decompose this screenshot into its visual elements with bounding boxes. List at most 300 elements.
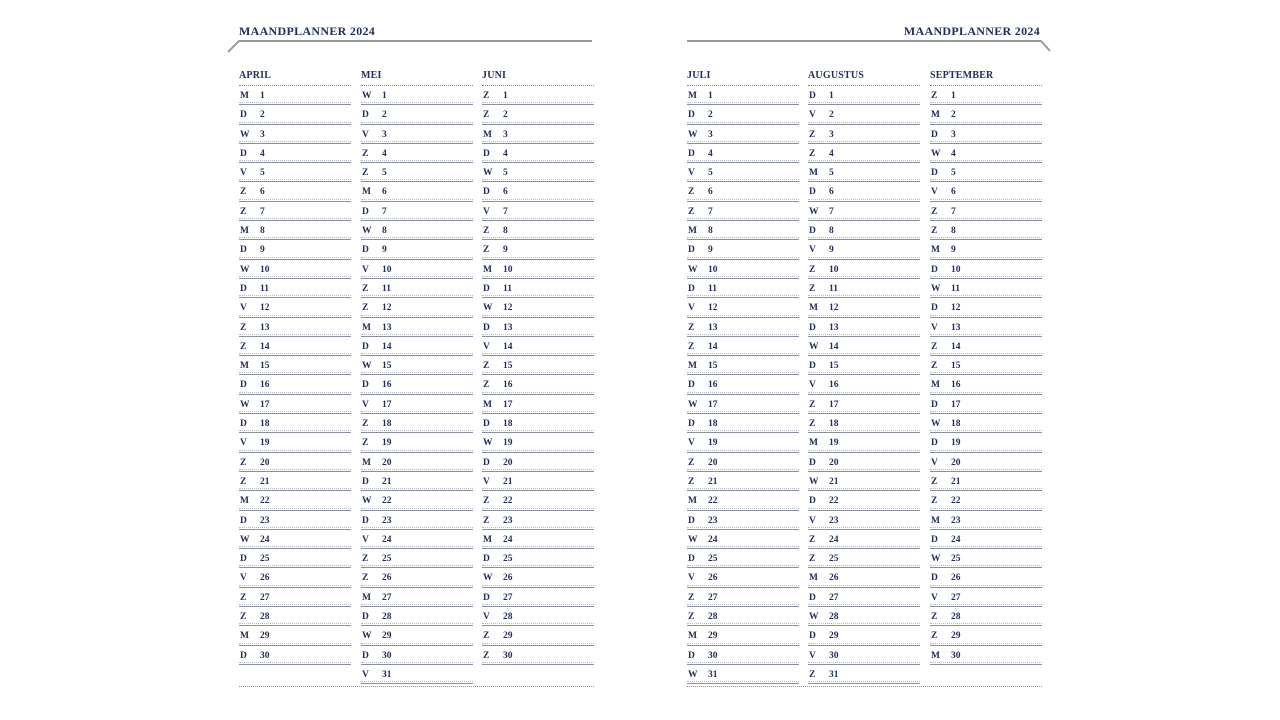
- day-number: 7: [503, 206, 508, 217]
- day-row: [239, 395, 351, 414]
- day-row: [930, 433, 1042, 452]
- weekday-letter: V: [931, 322, 938, 333]
- weekday-letter: D: [931, 129, 938, 140]
- day-row: [482, 298, 594, 317]
- day-row: [808, 318, 920, 337]
- day-number: 5: [708, 168, 713, 179]
- day-row: [808, 202, 920, 221]
- day-number: 17: [260, 399, 270, 410]
- day-number: 16: [708, 380, 718, 391]
- weekday-letter: V: [809, 515, 816, 526]
- day-row: [930, 86, 1042, 105]
- day-number: 25: [951, 554, 961, 565]
- weekday-letter: V: [809, 110, 816, 121]
- day-number: 10: [503, 264, 513, 275]
- weekday-letter: Z: [688, 322, 695, 333]
- weekday-letter: V: [483, 476, 490, 487]
- day-row: [687, 356, 799, 375]
- day-row: [808, 279, 920, 298]
- day-row: [930, 356, 1042, 375]
- weekday-letter: Z: [809, 148, 816, 159]
- weekday-letter: D: [483, 283, 490, 294]
- day-number: 9: [260, 245, 265, 256]
- day-number: 4: [829, 148, 834, 159]
- day-number: 30: [829, 650, 839, 661]
- day-row: [808, 491, 920, 510]
- weekday-letter: Z: [688, 612, 695, 623]
- day-number: 19: [951, 438, 961, 449]
- weekday-letter: M: [809, 303, 818, 314]
- day-row: [808, 395, 920, 414]
- day-number: 13: [503, 322, 513, 333]
- weekday-letter: D: [362, 650, 369, 661]
- day-number: 8: [503, 226, 508, 237]
- day-list: [361, 86, 473, 684]
- day-number: 13: [382, 322, 392, 333]
- day-number: 4: [503, 148, 508, 159]
- weekday-letter: W: [362, 226, 372, 237]
- day-row: [361, 298, 473, 317]
- day-number: 2: [829, 110, 834, 121]
- day-row: [930, 472, 1042, 491]
- weekday-letter: V: [483, 612, 490, 623]
- day-row: [361, 337, 473, 356]
- weekday-letter: Z: [931, 361, 938, 372]
- day-row: [808, 549, 920, 568]
- day-number: 11: [951, 283, 960, 294]
- day-row: [482, 607, 594, 626]
- weekday-letter: Z: [240, 341, 247, 352]
- day-number: 7: [951, 206, 956, 217]
- day-row: [930, 202, 1042, 221]
- day-number: 1: [382, 91, 387, 101]
- day-row: [361, 279, 473, 298]
- day-number: 5: [382, 168, 387, 179]
- day-number: 16: [260, 380, 270, 391]
- day-row: [239, 375, 351, 394]
- day-number: 14: [829, 341, 839, 352]
- day-number: 9: [382, 245, 387, 256]
- weekday-letter: Z: [362, 573, 369, 584]
- day-number: 26: [829, 573, 839, 584]
- month-column-mei: [361, 70, 473, 684]
- day-row: [239, 221, 351, 240]
- weekday-letter: Z: [483, 226, 490, 237]
- day-number: 19: [382, 438, 392, 449]
- month-name: SEPTEMBER: [930, 70, 1042, 86]
- day-row: [808, 530, 920, 549]
- day-number: 28: [382, 612, 392, 623]
- day-number: 5: [951, 168, 956, 179]
- weekday-letter: D: [809, 322, 816, 333]
- weekday-letter: Z: [362, 168, 369, 179]
- weekday-letter: M: [483, 534, 492, 545]
- day-number: 20: [829, 457, 839, 468]
- day-row: [239, 511, 351, 530]
- day-number: 8: [829, 226, 834, 237]
- weekday-letter: M: [931, 110, 940, 121]
- weekday-letter: V: [688, 303, 695, 314]
- day-number: 10: [708, 264, 718, 275]
- day-row: [808, 337, 920, 356]
- weekday-letter: D: [688, 650, 695, 661]
- day-row: [930, 568, 1042, 587]
- bottom-rule: [239, 686, 594, 687]
- day-number: 28: [829, 612, 839, 623]
- weekday-letter: W: [240, 399, 250, 410]
- day-row: [930, 163, 1042, 182]
- weekday-letter: Z: [240, 476, 247, 487]
- weekday-letter: V: [931, 592, 938, 603]
- day-row: [687, 318, 799, 337]
- day-number: 1: [260, 91, 265, 101]
- weekday-letter: Z: [809, 534, 816, 545]
- weekday-letter: M: [240, 361, 249, 372]
- day-row: [482, 568, 594, 587]
- day-row: [239, 433, 351, 452]
- day-number: 12: [951, 303, 961, 314]
- weekday-letter: M: [362, 457, 371, 468]
- day-row: [930, 240, 1042, 259]
- day-row: [361, 530, 473, 549]
- weekday-letter: V: [688, 438, 695, 449]
- day-row: [239, 530, 351, 549]
- day-number: 25: [708, 554, 718, 565]
- weekday-letter: V: [688, 168, 695, 179]
- weekday-letter: D: [483, 419, 490, 430]
- weekday-letter: W: [240, 129, 250, 140]
- day-row: [482, 433, 594, 452]
- weekday-letter: Z: [483, 650, 490, 661]
- day-number: 2: [708, 110, 713, 121]
- weekday-letter: V: [809, 245, 816, 256]
- month-column-september: [930, 70, 1042, 665]
- weekday-letter: D: [483, 322, 490, 333]
- day-row: [361, 105, 473, 124]
- day-row: [361, 202, 473, 221]
- day-number: 14: [708, 341, 718, 352]
- day-row: [239, 125, 351, 144]
- day-row: [482, 395, 594, 414]
- weekday-letter: V: [362, 129, 369, 140]
- day-row: [808, 125, 920, 144]
- day-row: [482, 472, 594, 491]
- day-number: 26: [708, 573, 718, 584]
- day-row: [687, 375, 799, 394]
- weekday-letter: M: [931, 515, 940, 526]
- day-number: 30: [382, 650, 392, 661]
- day-number: 22: [829, 496, 839, 507]
- day-number: 12: [382, 303, 392, 314]
- day-row: [482, 626, 594, 645]
- day-row: [808, 240, 920, 259]
- day-row: [482, 491, 594, 510]
- weekday-letter: Z: [809, 283, 816, 294]
- weekday-letter: Z: [483, 361, 490, 372]
- day-row: [361, 646, 473, 665]
- day-row: [687, 665, 799, 684]
- day-row: [239, 182, 351, 201]
- day-row: [361, 607, 473, 626]
- day-number: 6: [260, 187, 265, 198]
- day-number: 23: [503, 515, 513, 526]
- day-row: [930, 607, 1042, 626]
- day-number: 19: [260, 438, 270, 449]
- weekday-letter: D: [931, 534, 938, 545]
- weekday-letter: V: [240, 438, 247, 449]
- weekday-letter: W: [688, 534, 698, 545]
- day-number: 23: [260, 515, 270, 526]
- day-row: [239, 491, 351, 510]
- day-number: 18: [382, 419, 392, 430]
- weekday-letter: V: [362, 399, 369, 410]
- day-number: 21: [951, 476, 961, 487]
- right-page: [684, 0, 1054, 720]
- day-number: 6: [382, 187, 387, 198]
- day-row: [482, 144, 594, 163]
- day-row: [687, 607, 799, 626]
- day-row: [361, 414, 473, 433]
- weekday-letter: M: [240, 226, 249, 237]
- day-row: [239, 646, 351, 665]
- day-number: 6: [708, 187, 713, 198]
- weekday-letter: D: [809, 91, 816, 101]
- day-number: 19: [503, 438, 513, 449]
- month-column-juli: [687, 70, 799, 684]
- weekday-letter: Z: [931, 612, 938, 623]
- day-number: 24: [260, 534, 270, 545]
- day-number: 26: [951, 573, 961, 584]
- day-number: 1: [829, 91, 834, 101]
- day-row: [930, 221, 1042, 240]
- day-number: 26: [503, 573, 513, 584]
- day-row: [361, 375, 473, 394]
- day-number: 1: [708, 91, 713, 101]
- day-row: [930, 260, 1042, 279]
- day-row: [808, 665, 920, 684]
- day-row: [930, 298, 1042, 317]
- day-row: [808, 453, 920, 472]
- weekday-letter: M: [688, 91, 697, 101]
- weekday-letter: Z: [688, 592, 695, 603]
- weekday-letter: D: [240, 245, 247, 256]
- weekday-letter: Z: [688, 187, 695, 198]
- day-row: [687, 530, 799, 549]
- weekday-letter: W: [688, 129, 698, 140]
- weekday-letter: V: [483, 341, 490, 352]
- day-number: 24: [503, 534, 513, 545]
- day-row: [239, 453, 351, 472]
- day-number: 18: [951, 419, 961, 430]
- weekday-letter: Z: [931, 496, 938, 507]
- day-row: [482, 337, 594, 356]
- day-number: 22: [260, 496, 270, 507]
- day-row: [361, 86, 473, 105]
- day-row: [482, 105, 594, 124]
- weekday-letter: W: [809, 612, 819, 623]
- day-row: [239, 414, 351, 433]
- day-number: 9: [951, 245, 956, 256]
- day-row: [687, 646, 799, 665]
- day-row: [361, 626, 473, 645]
- day-number: 14: [382, 341, 392, 352]
- day-row: [482, 356, 594, 375]
- weekday-letter: D: [809, 361, 816, 372]
- day-number: 14: [951, 341, 961, 352]
- weekday-letter: Z: [688, 476, 695, 487]
- day-row: [687, 472, 799, 491]
- weekday-letter: M: [240, 631, 249, 642]
- day-number: 12: [708, 303, 718, 314]
- weekday-letter: M: [931, 650, 940, 661]
- weekday-letter: D: [483, 592, 490, 603]
- weekday-letter: W: [362, 91, 372, 101]
- weekday-letter: V: [362, 669, 369, 680]
- day-row: [808, 511, 920, 530]
- day-number: 19: [829, 438, 839, 449]
- day-number: 8: [951, 226, 956, 237]
- day-number: 14: [503, 341, 513, 352]
- day-row: [808, 375, 920, 394]
- day-number: 13: [829, 322, 839, 333]
- day-number: 17: [503, 399, 513, 410]
- day-row: [808, 163, 920, 182]
- day-row: [687, 221, 799, 240]
- day-row: [930, 549, 1042, 568]
- day-number: 30: [260, 650, 270, 661]
- day-row: [361, 472, 473, 491]
- day-number: 30: [951, 650, 961, 661]
- weekday-letter: W: [809, 206, 819, 217]
- day-row: [687, 511, 799, 530]
- weekday-letter: W: [483, 303, 493, 314]
- day-number: 28: [951, 612, 961, 623]
- day-row: [930, 530, 1042, 549]
- day-row: [239, 144, 351, 163]
- weekday-letter: W: [362, 496, 372, 507]
- day-number: 4: [951, 148, 956, 159]
- day-number: 31: [382, 669, 392, 680]
- day-row: [808, 356, 920, 375]
- day-number: 8: [382, 226, 387, 237]
- day-number: 30: [503, 650, 513, 661]
- day-number: 11: [829, 283, 838, 294]
- weekday-letter: M: [809, 168, 818, 179]
- day-row: [930, 511, 1042, 530]
- day-number: 11: [260, 283, 269, 294]
- day-number: 13: [708, 322, 718, 333]
- left-page: [226, 0, 596, 720]
- weekday-letter: W: [809, 341, 819, 352]
- day-number: 21: [382, 476, 392, 487]
- weekday-letter: D: [931, 438, 938, 449]
- day-row: [361, 125, 473, 144]
- day-row: [482, 318, 594, 337]
- day-number: 25: [503, 554, 513, 565]
- weekday-letter: D: [809, 226, 816, 237]
- weekday-letter: M: [240, 496, 249, 507]
- day-number: 21: [260, 476, 270, 487]
- weekday-letter: V: [483, 206, 490, 217]
- day-number: 24: [829, 534, 839, 545]
- day-number: 9: [829, 245, 834, 256]
- day-row: [687, 395, 799, 414]
- weekday-letter: M: [809, 573, 818, 584]
- weekday-letter: Z: [362, 283, 369, 294]
- day-row: [361, 395, 473, 414]
- day-number: 8: [260, 226, 265, 237]
- day-row: [482, 86, 594, 105]
- day-number: 12: [503, 303, 513, 314]
- day-number: 7: [382, 206, 387, 217]
- day-row: [808, 414, 920, 433]
- weekday-letter: Z: [240, 612, 247, 623]
- weekday-letter: D: [362, 515, 369, 526]
- day-row: [239, 202, 351, 221]
- day-row: [808, 144, 920, 163]
- day-number: 6: [829, 187, 834, 198]
- weekday-letter: Z: [483, 91, 490, 101]
- weekday-letter: D: [362, 476, 369, 487]
- weekday-letter: V: [240, 303, 247, 314]
- day-row: [361, 260, 473, 279]
- day-row: [687, 202, 799, 221]
- day-row: [239, 356, 351, 375]
- day-number: 20: [503, 457, 513, 468]
- day-number: 1: [503, 91, 508, 101]
- day-row: [687, 125, 799, 144]
- day-row: [239, 472, 351, 491]
- weekday-letter: W: [362, 361, 372, 372]
- day-row: [930, 279, 1042, 298]
- day-number: 10: [382, 264, 392, 275]
- weekday-letter: D: [688, 419, 695, 430]
- month-name: MEI: [361, 70, 473, 86]
- weekday-letter: W: [688, 264, 698, 275]
- day-row: [239, 298, 351, 317]
- day-number: 22: [708, 496, 718, 507]
- day-row: [482, 163, 594, 182]
- weekday-letter: D: [240, 650, 247, 661]
- day-row: [482, 453, 594, 472]
- weekday-letter: D: [362, 245, 369, 256]
- day-number: 23: [951, 515, 961, 526]
- day-number: 2: [503, 110, 508, 121]
- day-number: 17: [708, 399, 718, 410]
- day-row: [808, 472, 920, 491]
- day-row: [239, 337, 351, 356]
- day-number: 3: [829, 129, 834, 140]
- day-number: 27: [951, 592, 961, 603]
- day-number: 16: [951, 380, 961, 391]
- weekday-letter: W: [362, 631, 372, 642]
- day-number: 23: [382, 515, 392, 526]
- day-number: 2: [951, 110, 956, 121]
- day-number: 11: [503, 283, 512, 294]
- day-row: [687, 240, 799, 259]
- weekday-letter: V: [362, 534, 369, 545]
- day-row: [361, 163, 473, 182]
- day-list: [930, 86, 1042, 665]
- weekday-letter: D: [362, 206, 369, 217]
- day-row: [239, 318, 351, 337]
- day-row: [930, 337, 1042, 356]
- weekday-letter: D: [688, 515, 695, 526]
- day-row: [239, 86, 351, 105]
- weekday-letter: D: [809, 496, 816, 507]
- day-number: 23: [708, 515, 718, 526]
- day-number: 22: [382, 496, 392, 507]
